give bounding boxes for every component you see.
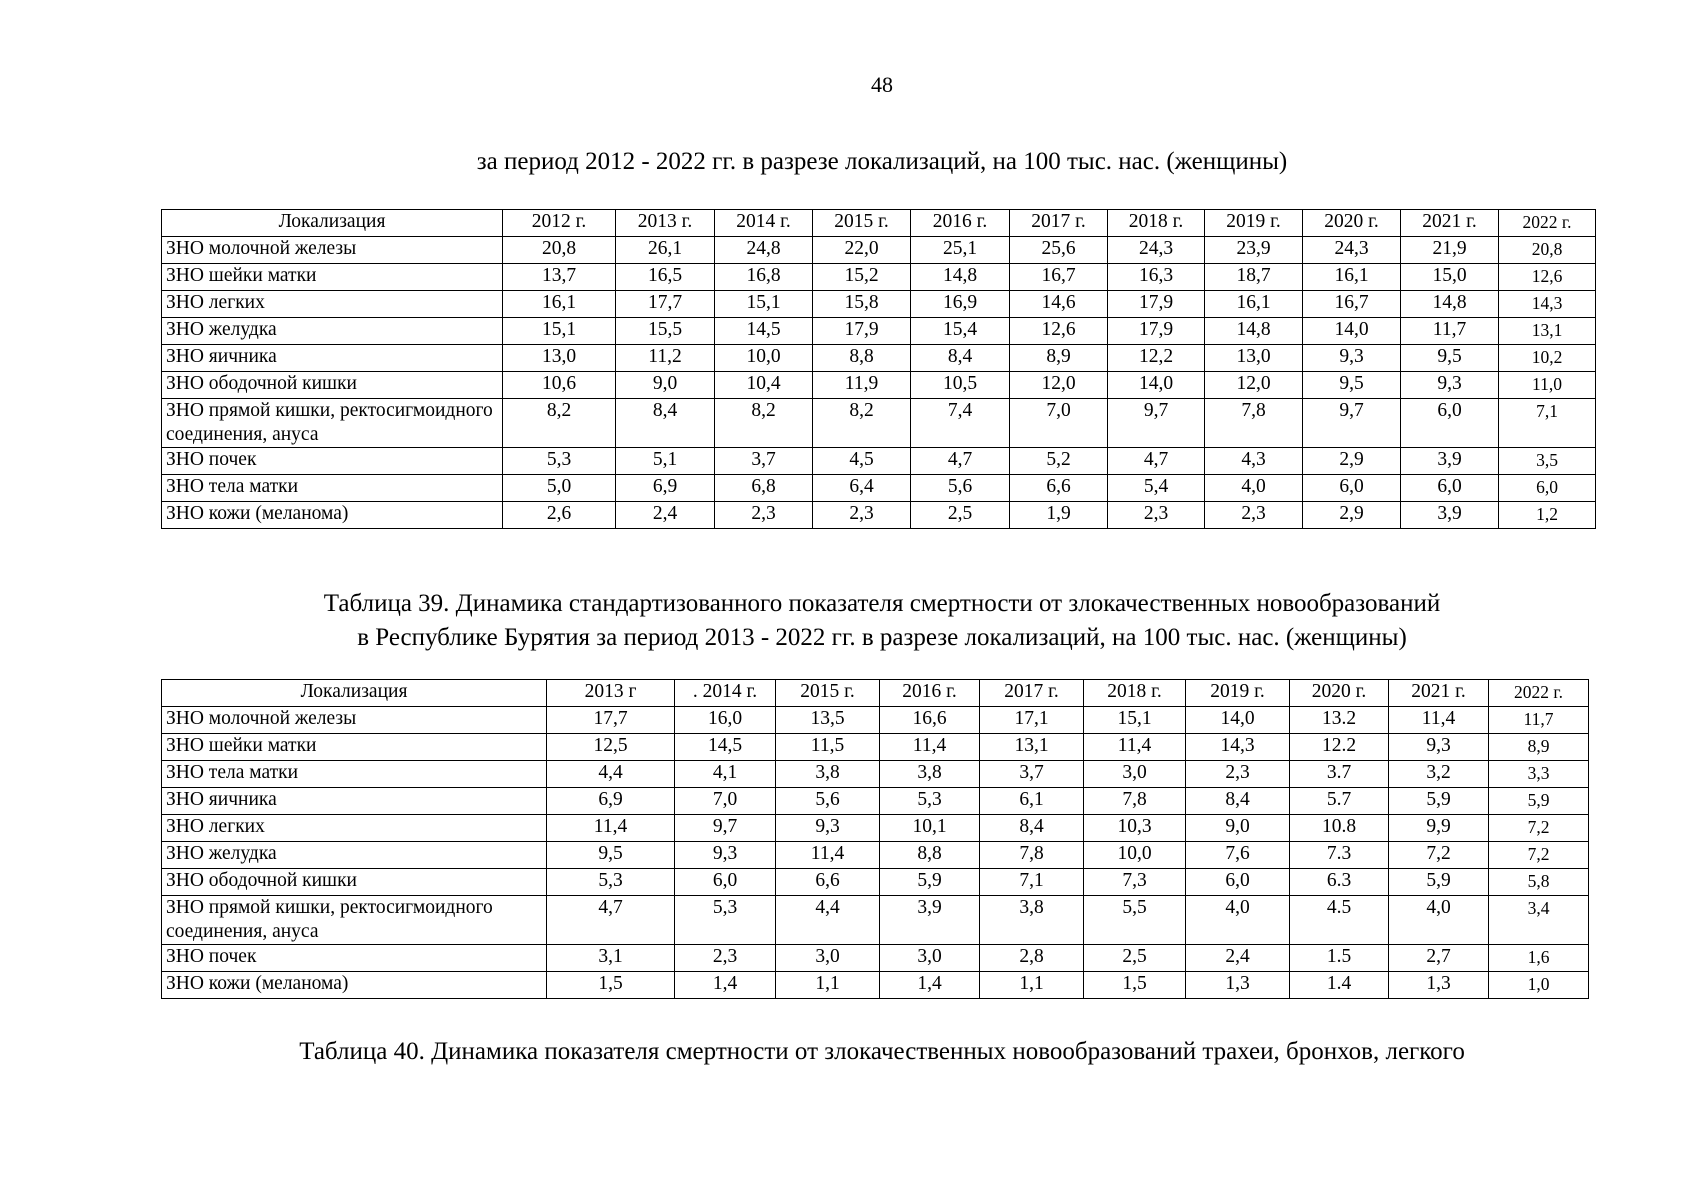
table-row xyxy=(162,842,1589,869)
value-cell: 16,1 xyxy=(1205,291,1303,318)
value-cell: 9,3 xyxy=(1303,345,1401,372)
value-cell: 11,0 xyxy=(1499,372,1596,399)
value-cell: 2,4 xyxy=(616,502,715,529)
value-cell: 1,2 xyxy=(1499,502,1596,529)
value-cell: 14,0 xyxy=(1186,707,1290,734)
value-cell: 9,5 xyxy=(1401,345,1499,372)
value-cell: 2,9 xyxy=(1303,448,1401,475)
value-cell: 4,0 xyxy=(1205,475,1303,502)
value-cell: 15,1 xyxy=(1084,707,1186,734)
column-header: 2014 г. xyxy=(715,210,813,237)
value-cell: 9,5 xyxy=(547,842,675,869)
value-cell: 4,5 xyxy=(813,448,911,475)
value-cell: 3,4 xyxy=(1489,896,1589,945)
value-cell: 4,3 xyxy=(1205,448,1303,475)
value-cell: 7,1 xyxy=(980,869,1084,896)
value-cell: 5,3 xyxy=(880,788,980,815)
row-label: ЗНО легких xyxy=(162,815,547,842)
value-cell: 11,7 xyxy=(1489,707,1589,734)
value-cell: 11,9 xyxy=(813,372,911,399)
table-header-row xyxy=(162,210,1596,237)
table-row xyxy=(162,372,1596,399)
value-cell: 10,0 xyxy=(1084,842,1186,869)
row-label: ЗНО кожи (меланома) xyxy=(162,972,547,999)
value-cell: 8,9 xyxy=(1489,734,1589,761)
column-header: 2012 г. xyxy=(503,210,616,237)
value-cell: 9,7 xyxy=(1303,399,1401,448)
value-cell: 2,5 xyxy=(1084,945,1186,972)
column-header: Локализация xyxy=(162,680,547,707)
value-cell: 25,1 xyxy=(911,237,1010,264)
value-cell: 8,9 xyxy=(1010,345,1108,372)
value-cell: 16,5 xyxy=(616,264,715,291)
value-cell: 8,2 xyxy=(813,399,911,448)
value-cell: 26,1 xyxy=(616,237,715,264)
value-cell: 3,9 xyxy=(1401,448,1499,475)
value-cell: 8,4 xyxy=(1186,788,1290,815)
value-cell: 2,6 xyxy=(503,502,616,529)
table-row xyxy=(162,815,1589,842)
value-cell: 14,6 xyxy=(1010,291,1108,318)
value-cell: 15,0 xyxy=(1401,264,1499,291)
value-cell: 11,4 xyxy=(776,842,880,869)
value-cell: 7,8 xyxy=(980,842,1084,869)
value-cell: 6,0 xyxy=(1186,869,1290,896)
value-cell: 6,0 xyxy=(675,869,776,896)
table-row xyxy=(162,761,1589,788)
table-39-caption-line-2: в Республике Бурятия за период 2013 - 2022 гг. в разрезе локализаций, на 100 тыс. нас. (женщины) xyxy=(357,624,1407,651)
table-row xyxy=(162,707,1589,734)
row-label: ЗНО тела матки xyxy=(162,475,503,502)
value-cell: 2,5 xyxy=(911,502,1010,529)
value-cell: 2,3 xyxy=(1108,502,1205,529)
value-cell: 14,5 xyxy=(715,318,813,345)
row-label: ЗНО молочной железы xyxy=(162,707,547,734)
column-header: 2013 г xyxy=(547,680,675,707)
value-cell: 13,0 xyxy=(503,345,616,372)
value-cell: 7,0 xyxy=(675,788,776,815)
column-header: 2016 г. xyxy=(911,210,1010,237)
value-cell: 4.5 xyxy=(1290,896,1389,945)
value-cell: 15,2 xyxy=(813,264,911,291)
value-cell: 1,0 xyxy=(1489,972,1589,999)
value-cell: 11,5 xyxy=(776,734,880,761)
table-row xyxy=(162,345,1596,372)
value-cell: 3,3 xyxy=(1489,761,1589,788)
value-cell: 3,9 xyxy=(880,896,980,945)
value-cell: 1,5 xyxy=(547,972,675,999)
value-cell: 3,0 xyxy=(776,945,880,972)
value-cell: 4,0 xyxy=(1389,896,1489,945)
value-cell: 5,2 xyxy=(1010,448,1108,475)
value-cell: 16,7 xyxy=(1303,291,1401,318)
row-label: ЗНО шейки матки xyxy=(162,264,503,291)
value-cell: 9,5 xyxy=(1303,372,1401,399)
value-cell: 10,3 xyxy=(1084,815,1186,842)
value-cell: 16,3 xyxy=(1108,264,1205,291)
row-label: ЗНО кожи (меланома) xyxy=(162,502,503,529)
value-cell: 1,4 xyxy=(880,972,980,999)
value-cell: 7,2 xyxy=(1389,842,1489,869)
value-cell: 7.3 xyxy=(1290,842,1389,869)
row-label: ЗНО молочной железы xyxy=(162,237,503,264)
value-cell: 2,9 xyxy=(1303,502,1401,529)
value-cell: 3,2 xyxy=(1389,761,1489,788)
value-cell: 17,7 xyxy=(547,707,675,734)
value-cell: 4,7 xyxy=(547,896,675,945)
column-header: Локализация xyxy=(162,210,503,237)
value-cell: 13,0 xyxy=(1205,345,1303,372)
value-cell: 3,8 xyxy=(776,761,880,788)
column-header: 2015 г. xyxy=(813,210,911,237)
value-cell: 9,9 xyxy=(1389,815,1489,842)
table-40-caption: Таблица 40. Динамика показателя смертности от злокачественных новообразований трахеи, бронхов, легкого xyxy=(299,1038,1465,1065)
value-cell: 5,0 xyxy=(503,475,616,502)
value-cell: 18,7 xyxy=(1205,264,1303,291)
value-cell: 9,3 xyxy=(776,815,880,842)
column-header: 2018 г. xyxy=(1108,210,1205,237)
table-row xyxy=(162,788,1589,815)
value-cell: 1,3 xyxy=(1389,972,1489,999)
value-cell: 17,9 xyxy=(1108,291,1205,318)
value-cell: 1.5 xyxy=(1290,945,1389,972)
row-label: ЗНО легких xyxy=(162,291,503,318)
value-cell: 13,1 xyxy=(1499,318,1596,345)
value-cell: 10.8 xyxy=(1290,815,1389,842)
value-cell: 10,2 xyxy=(1499,345,1596,372)
value-cell: 8,2 xyxy=(715,399,813,448)
value-cell: 6,0 xyxy=(1499,475,1596,502)
value-cell: 10,0 xyxy=(715,345,813,372)
column-header: 2018 г. xyxy=(1084,680,1186,707)
value-cell: 4,1 xyxy=(675,761,776,788)
table-row xyxy=(162,972,1589,999)
value-cell: 13,1 xyxy=(980,734,1084,761)
value-cell: 1,4 xyxy=(675,972,776,999)
value-cell: 2,4 xyxy=(1186,945,1290,972)
table-row xyxy=(162,291,1596,318)
value-cell: 3,8 xyxy=(880,761,980,788)
value-cell: 24,3 xyxy=(1303,237,1401,264)
value-cell: 12,5 xyxy=(547,734,675,761)
value-cell: 17,9 xyxy=(813,318,911,345)
table-row xyxy=(162,502,1596,529)
value-cell: 16,7 xyxy=(1010,264,1108,291)
value-cell: 11,2 xyxy=(616,345,715,372)
value-cell: 24,3 xyxy=(1108,237,1205,264)
value-cell: 3,8 xyxy=(980,896,1084,945)
value-cell: 9,7 xyxy=(1108,399,1205,448)
value-cell: 8,4 xyxy=(911,345,1010,372)
value-cell: 5,5 xyxy=(1084,896,1186,945)
value-cell: 1,6 xyxy=(1489,945,1589,972)
value-cell: 16,8 xyxy=(715,264,813,291)
value-cell: 9,3 xyxy=(675,842,776,869)
value-cell: 14,5 xyxy=(675,734,776,761)
value-cell: 2,3 xyxy=(1186,761,1290,788)
value-cell: 11,4 xyxy=(880,734,980,761)
value-cell: 2,3 xyxy=(675,945,776,972)
value-cell: 5,4 xyxy=(1108,475,1205,502)
value-cell: 2,3 xyxy=(813,502,911,529)
column-header: . 2014 г. xyxy=(675,680,776,707)
value-cell: 16,6 xyxy=(880,707,980,734)
value-cell: 7,6 xyxy=(1186,842,1290,869)
value-cell: 17,1 xyxy=(980,707,1084,734)
value-cell: 5,9 xyxy=(1489,788,1589,815)
value-cell: 11,4 xyxy=(1389,707,1489,734)
value-cell: 7,0 xyxy=(1010,399,1108,448)
value-cell: 6,8 xyxy=(715,475,813,502)
column-header: 2017 г. xyxy=(1010,210,1108,237)
value-cell: 5,3 xyxy=(547,869,675,896)
value-cell: 22,0 xyxy=(813,237,911,264)
value-cell: 12,6 xyxy=(1010,318,1108,345)
column-header: 2021 г. xyxy=(1389,680,1489,707)
value-cell: 2,3 xyxy=(715,502,813,529)
row-label: ЗНО ободочной кишки xyxy=(162,869,547,896)
table-row xyxy=(162,264,1596,291)
value-cell: 14,0 xyxy=(1108,372,1205,399)
value-cell: 9,0 xyxy=(616,372,715,399)
value-cell: 5,1 xyxy=(616,448,715,475)
value-cell: 11,4 xyxy=(1084,734,1186,761)
value-cell: 3,7 xyxy=(715,448,813,475)
column-header: 2020 г. xyxy=(1303,210,1401,237)
value-cell: 15,1 xyxy=(503,318,616,345)
value-cell: 8,4 xyxy=(980,815,1084,842)
row-label: ЗНО ободочной кишки xyxy=(162,372,503,399)
value-cell: 25,6 xyxy=(1010,237,1108,264)
value-cell: 10,4 xyxy=(715,372,813,399)
column-header: 2022 г. xyxy=(1489,680,1589,707)
value-cell: 23,9 xyxy=(1205,237,1303,264)
standardized-mortality-table-2013-2022 xyxy=(161,679,1589,999)
column-header: 2016 г. xyxy=(880,680,980,707)
value-cell: 24,8 xyxy=(715,237,813,264)
value-cell: 14,8 xyxy=(1401,291,1499,318)
value-cell: 5,6 xyxy=(911,475,1010,502)
value-cell: 16,0 xyxy=(675,707,776,734)
value-cell: 13,7 xyxy=(503,264,616,291)
value-cell: 8,8 xyxy=(880,842,980,869)
value-cell: 17,9 xyxy=(1108,318,1205,345)
column-header: 2017 г. xyxy=(980,680,1084,707)
value-cell: 2,7 xyxy=(1389,945,1489,972)
value-cell: 10,6 xyxy=(503,372,616,399)
row-label: ЗНО шейки матки xyxy=(162,734,547,761)
value-cell: 16,9 xyxy=(911,291,1010,318)
value-cell: 15,4 xyxy=(911,318,1010,345)
value-cell: 6,9 xyxy=(616,475,715,502)
value-cell: 7,8 xyxy=(1084,788,1186,815)
value-cell: 1,1 xyxy=(776,972,880,999)
column-header: 2021 г. xyxy=(1401,210,1499,237)
row-label: ЗНО тела матки xyxy=(162,761,547,788)
value-cell: 9,3 xyxy=(1389,734,1489,761)
value-cell: 4,4 xyxy=(547,761,675,788)
row-label: ЗНО яичника xyxy=(162,788,547,815)
value-cell: 14,3 xyxy=(1186,734,1290,761)
value-cell: 6,4 xyxy=(813,475,911,502)
table-row xyxy=(162,318,1596,345)
value-cell: 8,2 xyxy=(503,399,616,448)
value-cell: 6,9 xyxy=(547,788,675,815)
value-cell: 15,1 xyxy=(715,291,813,318)
value-cell: 1.4 xyxy=(1290,972,1389,999)
value-cell: 20,8 xyxy=(503,237,616,264)
value-cell: 9,0 xyxy=(1186,815,1290,842)
value-cell: 10,5 xyxy=(911,372,1010,399)
value-cell: 3,0 xyxy=(1084,761,1186,788)
value-cell: 12,6 xyxy=(1499,264,1596,291)
value-cell: 2,8 xyxy=(980,945,1084,972)
value-cell: 15,5 xyxy=(616,318,715,345)
value-cell: 16,1 xyxy=(503,291,616,318)
value-cell: 6,0 xyxy=(1401,399,1499,448)
value-cell: 5,9 xyxy=(1389,869,1489,896)
value-cell: 13.2 xyxy=(1290,707,1389,734)
value-cell: 7,3 xyxy=(1084,869,1186,896)
row-label: ЗНО желудка xyxy=(162,318,503,345)
value-cell: 6,0 xyxy=(1401,475,1499,502)
value-cell: 6,6 xyxy=(1010,475,1108,502)
row-label: ЗНО почек xyxy=(162,945,547,972)
value-cell: 5,9 xyxy=(1389,788,1489,815)
column-header: 2020 г. xyxy=(1290,680,1389,707)
table-row xyxy=(162,448,1596,475)
value-cell: 7,1 xyxy=(1499,399,1596,448)
column-header: 2019 г. xyxy=(1186,680,1290,707)
value-cell: 21,9 xyxy=(1401,237,1499,264)
value-cell: 7,2 xyxy=(1489,842,1589,869)
value-cell: 5,8 xyxy=(1489,869,1589,896)
row-label: ЗНО почек xyxy=(162,448,503,475)
page-number: 48 xyxy=(871,72,893,97)
value-cell: 16,1 xyxy=(1303,264,1401,291)
value-cell: 5,9 xyxy=(880,869,980,896)
table-header-row xyxy=(162,680,1589,707)
value-cell: 5,3 xyxy=(675,896,776,945)
value-cell: 12.2 xyxy=(1290,734,1389,761)
value-cell: 14,0 xyxy=(1303,318,1401,345)
column-header: 2015 г. xyxy=(776,680,880,707)
column-header: 2019 г. xyxy=(1205,210,1303,237)
value-cell: 2,3 xyxy=(1205,502,1303,529)
value-cell: 3,1 xyxy=(547,945,675,972)
value-cell: 7,8 xyxy=(1205,399,1303,448)
value-cell: 4,4 xyxy=(776,896,880,945)
value-cell: 10,1 xyxy=(880,815,980,842)
value-cell: 14,8 xyxy=(911,264,1010,291)
value-cell: 7,2 xyxy=(1489,815,1589,842)
value-cell: 9,3 xyxy=(1401,372,1499,399)
value-cell: 7,4 xyxy=(911,399,1010,448)
value-cell: 3,7 xyxy=(980,761,1084,788)
value-cell: 1,1 xyxy=(980,972,1084,999)
table-row xyxy=(162,237,1596,264)
row-label: ЗНО желудка xyxy=(162,842,547,869)
row-label: ЗНО яичника xyxy=(162,345,503,372)
value-cell: 12,0 xyxy=(1010,372,1108,399)
table-row xyxy=(162,475,1596,502)
value-cell: 3.7 xyxy=(1290,761,1389,788)
table-row xyxy=(162,869,1589,896)
value-cell: 12,0 xyxy=(1205,372,1303,399)
value-cell: 8,4 xyxy=(616,399,715,448)
column-header: 2013 г. xyxy=(616,210,715,237)
value-cell: 4,0 xyxy=(1186,896,1290,945)
value-cell: 3,5 xyxy=(1499,448,1596,475)
value-cell: 6.3 xyxy=(1290,869,1389,896)
value-cell: 1,5 xyxy=(1084,972,1186,999)
value-cell: 9,7 xyxy=(675,815,776,842)
table-39-caption-line-1: Таблица 39. Динамика стандартизованного показателя смертности от злокачественных новообразований xyxy=(323,590,1441,617)
value-cell: 1,3 xyxy=(1186,972,1290,999)
value-cell: 20,8 xyxy=(1499,237,1596,264)
table-row xyxy=(162,945,1589,972)
value-cell: 12,2 xyxy=(1108,345,1205,372)
value-cell: 13,5 xyxy=(776,707,880,734)
value-cell: 14,3 xyxy=(1499,291,1596,318)
value-cell: 17,7 xyxy=(616,291,715,318)
column-header: 2022 г. xyxy=(1499,210,1596,237)
mortality-table-2012-2022 xyxy=(161,209,1596,529)
value-cell: 5,3 xyxy=(503,448,616,475)
value-cell: 4,7 xyxy=(1108,448,1205,475)
value-cell: 6,0 xyxy=(1303,475,1401,502)
value-cell: 1,9 xyxy=(1010,502,1108,529)
value-cell: 11,4 xyxy=(547,815,675,842)
value-cell: 14,8 xyxy=(1205,318,1303,345)
value-cell: 5,6 xyxy=(776,788,880,815)
table-row xyxy=(162,734,1589,761)
table-39-caption xyxy=(0,587,1698,655)
table-row xyxy=(162,399,1596,448)
table-38-caption-continued: за период 2012 - 2022 гг. в разрезе локализаций, на 100 тыс. нас. (женщины) xyxy=(476,148,1288,175)
row-label: ЗНО прямой кишки, ректосигмоидного соединения, ануса xyxy=(162,896,547,945)
table-row xyxy=(162,896,1589,945)
row-label: ЗНО прямой кишки, ректосигмоидного соединения, ануса xyxy=(162,399,503,448)
value-cell: 3,9 xyxy=(1401,502,1499,529)
value-cell: 8,8 xyxy=(813,345,911,372)
value-cell: 15,8 xyxy=(813,291,911,318)
value-cell: 11,7 xyxy=(1401,318,1499,345)
value-cell: 3,0 xyxy=(880,945,980,972)
value-cell: 6,1 xyxy=(980,788,1084,815)
value-cell: 6,6 xyxy=(776,869,880,896)
value-cell: 5.7 xyxy=(1290,788,1389,815)
value-cell: 4,7 xyxy=(911,448,1010,475)
